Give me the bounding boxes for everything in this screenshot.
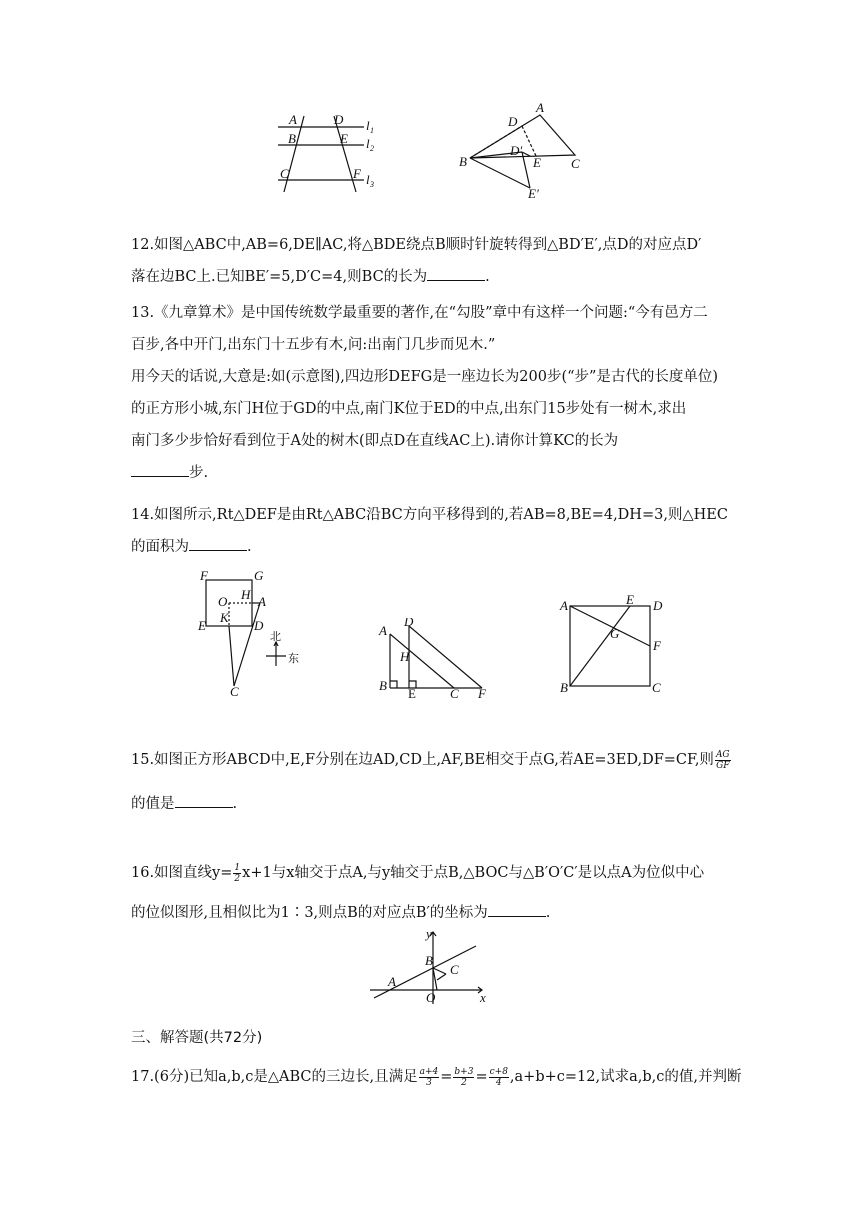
label-l-sub-1: 1	[370, 126, 374, 135]
label-E: E	[533, 155, 541, 170]
label-E: E	[408, 686, 416, 698]
label-l: l	[366, 136, 370, 151]
label-north: 北	[270, 631, 281, 643]
label-F: F	[653, 638, 661, 653]
label-A: A	[379, 623, 387, 638]
figure-line-graph	[370, 926, 492, 1006]
answer-blank-15[interactable]	[175, 793, 233, 808]
label-D: D	[653, 598, 663, 613]
label-l: l	[366, 172, 370, 187]
label-C: C	[230, 684, 239, 699]
question-15: 15.如图正方形ABCD中,E,F分别在边AD,CD上,AF,BE相交于点G,若AE=3ED,DF=CF,则 $\frac{AG}{GF}$ 的值是 .	[131, 749, 730, 812]
answer-blank-16[interactable]	[488, 902, 546, 917]
label-D-prime: D′	[510, 143, 523, 158]
answer-blank-12[interactable]	[427, 266, 485, 281]
section-heading: 三、解答题(共72分)	[131, 1030, 263, 1046]
label-F: F	[200, 568, 208, 583]
question-14: 14.如图所示,Rt△DEF是由Rt△ABC沿BC方向平移得到的,若AB=8,BE=4,DH=3,则△HEC 的面积为 .	[131, 507, 728, 555]
label-D: D	[404, 618, 414, 629]
label-A: A	[560, 598, 568, 613]
fraction-one-half: $\frac{1}{2}$	[234, 862, 241, 884]
label-C: C	[571, 156, 580, 171]
fraction-ag-gf: $\frac{AG}{GF}$	[715, 749, 730, 771]
label-H: H	[400, 649, 410, 664]
label-B: B	[288, 131, 296, 146]
label-G: G	[610, 626, 620, 641]
label-E: E	[626, 594, 634, 607]
label-x: x	[480, 990, 486, 1005]
label-D: D	[254, 618, 264, 633]
answer-blank-14[interactable]	[189, 536, 247, 551]
label-A: A	[536, 100, 544, 115]
label-B: B	[425, 953, 433, 968]
label-B: B	[459, 154, 467, 169]
figure-parallel-lines	[272, 108, 382, 196]
label-east: 东	[288, 653, 299, 665]
label-A: A	[289, 112, 297, 127]
q12-line1: 12.如图△ABC中,AB=6,DE∥AC,将△BDE绕点B顺时针旋转得到△BD′E′,点D的对应点D′	[131, 237, 702, 253]
question-16: 16.如图直线y= $\frac{1}{2}$ x+1与x轴交于点A,与y轴交于点B,△BOC与△B′O′C′是以点A为位似中心 的位似图形,且相似比为1∶3,则点B的对应点B′的坐标为 .	[131, 862, 705, 921]
label-A: A	[258, 594, 266, 609]
label-F: F	[478, 686, 486, 698]
q12-line2: 落在边BC上.已知BE′=5,D′C=4,则BC的长为	[131, 269, 428, 285]
figure-translation	[372, 618, 494, 698]
label-l: l	[366, 118, 370, 133]
figure-rotation	[450, 100, 590, 200]
figure-city	[192, 568, 312, 700]
label-H: H	[241, 587, 251, 602]
label-E: E	[340, 131, 348, 146]
label-C: C	[652, 680, 661, 695]
label-l-sub-3: 3	[370, 180, 374, 189]
label-O: O	[218, 594, 228, 609]
label-C: C	[450, 686, 459, 698]
question-17: 17.(6分)已知a,b,c是△ABC的三边长,且满足 $\frac{a+4}{3}$ = $\frac{b+3}{2}$ = $\frac{c+8}{4}$ ,a+b+c=12,试求a,b,c的值,并判断	[131, 1066, 742, 1088]
label-B: B	[379, 678, 387, 693]
label-B: B	[560, 680, 568, 695]
question-12: 12.如图△ABC中,AB=6,DE∥AC,将△BDE绕点B顺时针旋转得到△BD′E′,点D的对应点D′ 落在边BC上.已知BE′=5,D′C=4,则BC的长为 .	[131, 229, 731, 293]
label-O: O	[426, 990, 436, 1005]
label-D: D	[334, 112, 344, 127]
label-E: E	[198, 618, 206, 633]
label-C: C	[280, 166, 289, 181]
question-13: 13.《九章算术》是中国传统数学最重要的著作,在“勾股”章中有这样一个问题:“今有邑方二 百步,各中开门,出东门十五步有木,问:出南门几步而见木.” 用今天的话说,大意是:如(示意图),四边形DEFG是一座边长为200步(“步”是古代的长度单位) 的正方形小城,东门H位于GD的中点,南门K位于ED的中点,出东门15步处有一树木,求出 南门多少步恰好看到位于A处的树木(即点D在直线AC上).请你计算KC的长为 步.	[131, 305, 719, 481]
label-G: G	[254, 568, 264, 583]
label-y: y	[426, 926, 432, 941]
label-D: D	[508, 114, 518, 129]
answer-blank-13[interactable]	[131, 462, 189, 477]
label-l-sub-2: 2	[370, 144, 374, 153]
label-E-prime: E′	[528, 186, 539, 200]
figure-square	[556, 594, 674, 698]
label-K: K	[220, 610, 229, 625]
label-C: C	[450, 962, 459, 977]
label-A: A	[388, 974, 396, 989]
label-F: F	[353, 166, 361, 181]
